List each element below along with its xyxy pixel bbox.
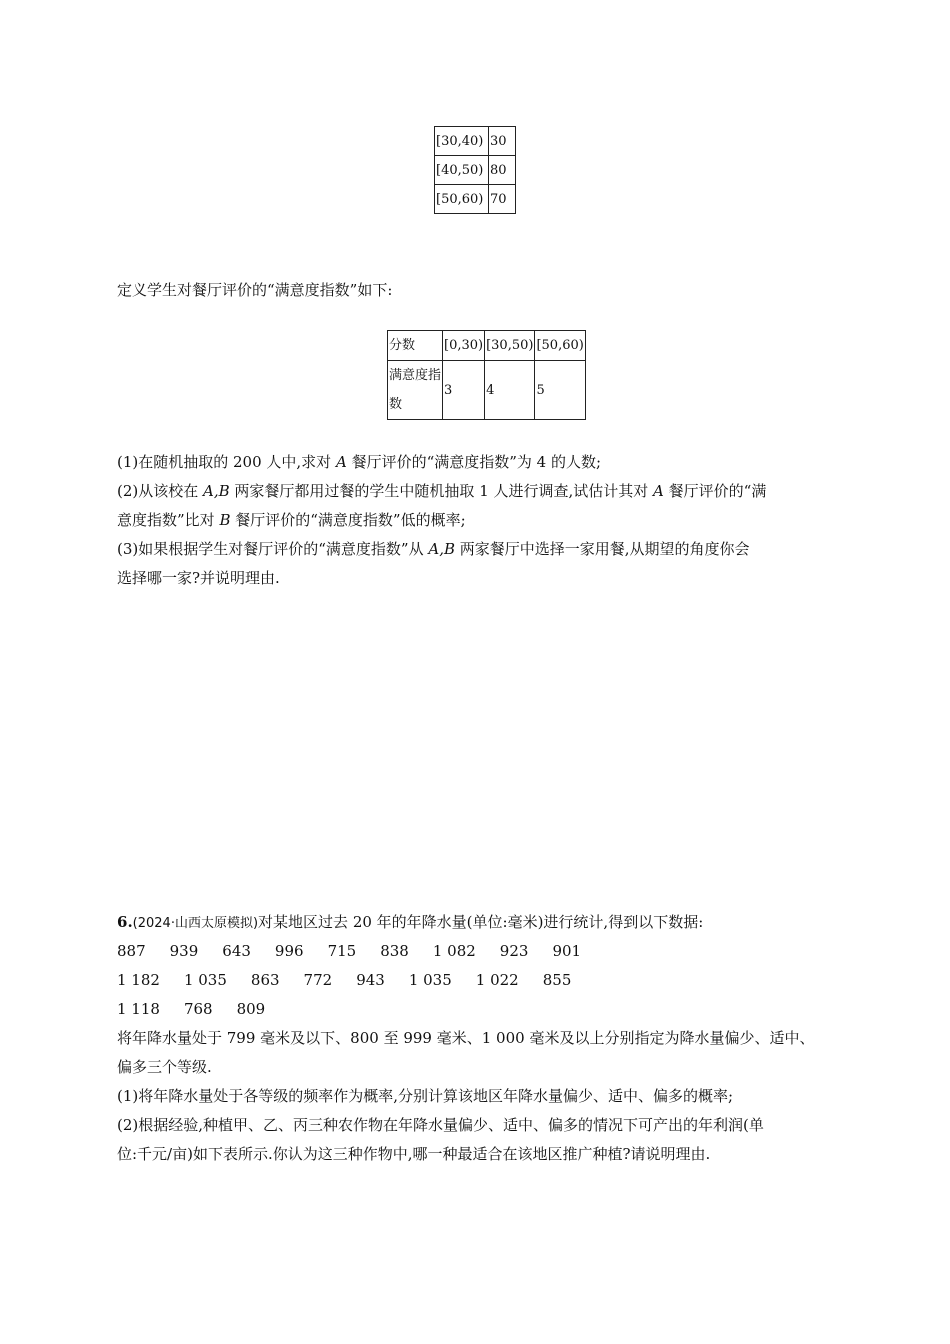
text: (1)在随机抽取的 200 人中,求对: [117, 453, 336, 471]
math-var: B: [219, 511, 231, 529]
rainfall-value: 863: [250, 971, 280, 989]
q6-levels-line1: 将年降水量处于 799 毫米及以下、800 至 999 毫米、1 000 毫米及以上分别指定为降水量偏少、适中、: [117, 1029, 815, 1047]
rainfall-value: 943: [356, 971, 385, 989]
table-header-cell: 满意度指数: [388, 361, 443, 420]
math-var: A,B: [203, 482, 230, 500]
rainfall-value: 1 035: [408, 971, 452, 989]
text: 餐厅评价的“满: [663, 482, 767, 500]
text: 餐厅评价的“满意度指数”低的概率;: [230, 511, 466, 529]
text: (3)如果根据学生对餐厅评价的“满意度指数”从: [117, 540, 429, 558]
table-row: [435, 156, 516, 185]
table-cell: [50,60): [535, 331, 585, 361]
rainfall-row-2: [117, 970, 595, 990]
q6-part2-line1: (2)根据经验,种植甲、乙、丙三种农作物在年降水量偏少、适中、偏多的情况下可产出的年利润(单: [117, 1116, 764, 1134]
table-cell: 5: [535, 361, 585, 420]
rainfall-value: 1 035: [183, 971, 227, 989]
table-row: [388, 361, 586, 420]
rainfall-value: 768: [183, 1000, 213, 1018]
rainfall-value: 923: [499, 942, 529, 960]
rainfall-value: 901: [552, 942, 582, 960]
table-cell: 4: [485, 361, 535, 420]
rainfall-value: 1 082: [432, 942, 476, 960]
score-count-table: [434, 126, 516, 214]
table-cell: 70: [489, 185, 516, 214]
q6-part1: (1)将年降水量处于各等级的频率作为概率,分别计算该地区年降水量偏少、适中、偏多的概率;: [117, 1087, 734, 1105]
rainfall-value: 1 022: [475, 971, 519, 989]
table-row: [435, 185, 516, 214]
q5-part2-line1: [117, 481, 766, 501]
rainfall-value: 996: [274, 942, 304, 960]
math-var: A: [335, 453, 347, 471]
table-cell: 30: [489, 127, 516, 156]
q5-part3-line1: [117, 539, 750, 559]
definition-text: 定义学生对餐厅评价的“满意度指数”如下:: [117, 281, 393, 299]
question-intro: 对某地区过去 20 年的年降水量(单位:毫米)进行统计,得到以下数据:: [258, 913, 704, 931]
q5-part2-line2: [117, 510, 466, 530]
table-cell: [50,60): [435, 185, 489, 214]
table-cell: 3: [443, 361, 485, 420]
text: (2)从该校在: [117, 482, 204, 500]
q6-part2-line2: 位:千元/亩)如下表所示.你认为这三种作物中,哪一种最适合在该地区推广种植?请说明理由.: [117, 1145, 711, 1163]
rainfall-value: 855: [542, 971, 572, 989]
q6-levels-line2: 偏多三个等级.: [117, 1058, 212, 1076]
math-var: A,B: [428, 540, 455, 558]
q5-part1: [117, 452, 601, 472]
table-row: [435, 127, 516, 156]
table-cell: [0,30): [443, 331, 485, 361]
question-number: 6: [117, 913, 128, 931]
table-row: [388, 331, 586, 361]
rainfall-value: 939: [169, 942, 199, 960]
table-cell: [40,50): [435, 156, 489, 185]
text: 餐厅评价的“满意度指数”为 4 的人数;: [346, 453, 602, 471]
table-header-cell: 分数: [388, 331, 443, 361]
q6-intro: 6.(2024·山西太原模拟)对某地区过去 20 年的年降水量(单位:毫米)进行统计,得到以下数据:: [117, 913, 704, 931]
rainfall-value: 838: [380, 942, 409, 960]
table-cell: 80: [489, 156, 516, 185]
rainfall-value: 809: [236, 1000, 266, 1018]
rainfall-row-3: [117, 999, 289, 1019]
math-var: A: [653, 482, 664, 500]
satisfaction-index-table: [387, 330, 586, 420]
rainfall-value: 1 182: [117, 971, 160, 989]
q5-part3-line2: 选择哪一家?并说明理由.: [117, 569, 280, 587]
rainfall-value: 715: [327, 942, 357, 960]
text: 两家餐厅中选择一家用餐,从期望的角度你会: [454, 540, 750, 558]
question-source: (2024·山西太原模拟): [132, 916, 259, 931]
rainfall-value: 1 118: [117, 1000, 160, 1018]
rainfall-row-1: [117, 941, 605, 961]
text: 两家餐厅都用过餐的学生中随机抽取 1 人进行调查,试估计其对: [229, 482, 654, 500]
table-cell: [30,40): [435, 127, 489, 156]
rainfall-value: 887: [117, 942, 146, 960]
rainfall-value: 643: [222, 942, 251, 960]
rainfall-value: 772: [303, 971, 333, 989]
table-cell: [30,50): [485, 331, 535, 361]
text: 意度指数”比对: [117, 511, 220, 529]
